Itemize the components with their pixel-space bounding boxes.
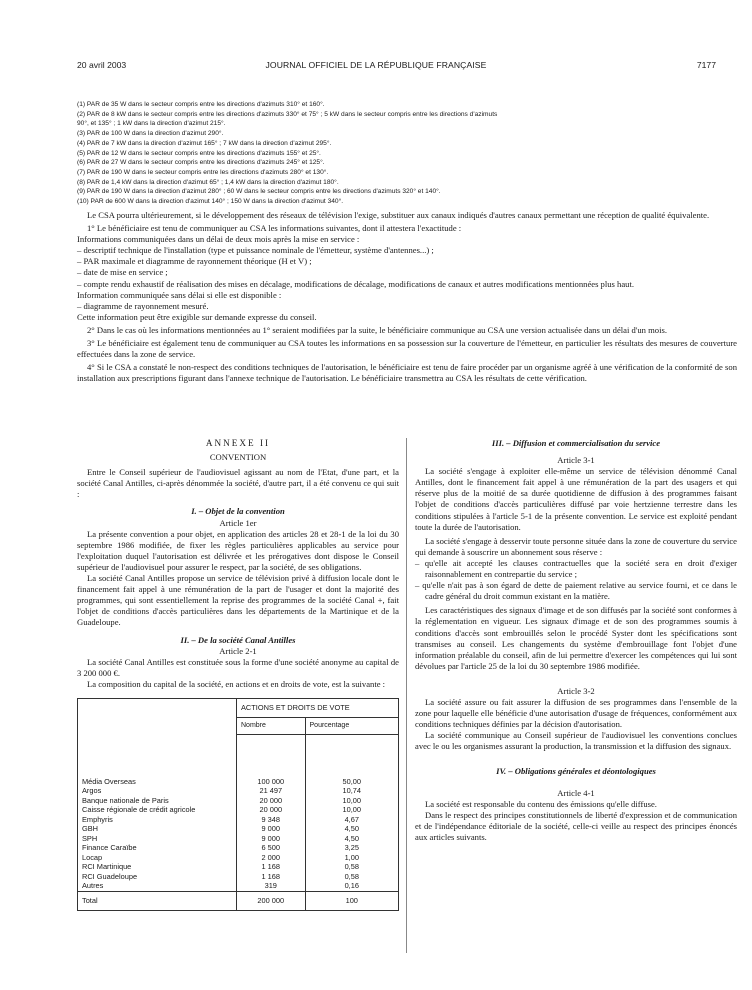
col-pourcentage: Pourcentage bbox=[305, 717, 398, 734]
info-label: Informations communiquées dans un délai de deux mois après la mise en service : bbox=[77, 234, 360, 245]
info2-label: Information communiquée sans délai si elle est disponible : bbox=[77, 289, 282, 300]
article-1-paragraph: La présente convention a pour objet, en application des articles 28 et 28-1 de la loi du 30 septembre 1986 modifiée, de fixer les règles particulières applicables au service pour l'exploitation duquel l'autorisation est délivrée et les prérogatives dont dispose le Conseil supérieur de l'audiovisuel pour assurer le respect, par la société, de ses obligations. bbox=[77, 528, 399, 572]
article-3-1-item: – qu'elle ait accepté les clauses contractuelles que la société sera en droit d'exiger raisonnablement en contrepartie du service ; bbox=[415, 557, 737, 580]
info-item: – descriptif technique de l'installation (type et puissance nominale de l'émetteur, système d'antennes...) ; bbox=[77, 245, 434, 256]
shareholder-nombre: 1 168 bbox=[237, 862, 306, 872]
paragraph-4: 4° Si le CSA a constaté le non-respect des conditions techniques de l'autorisation, le bénéficiaire est tenu de faire procéder par un organisme agréé à une vérification de la conformité de son installation aux prescriptions figurant dans l'annexe technique de l'autorisation. Le bénéficiaire transmettra au CSA les résultats de cette vérification. bbox=[77, 362, 737, 384]
info2-item: – diagramme de rayonnement mesuré. bbox=[77, 300, 209, 311]
shareholder-name: Autres bbox=[78, 881, 237, 891]
note-3: (3) PAR de 100 W dans la direction d'azimut 290°. bbox=[77, 130, 224, 138]
article-3-2-paragraph: La société assure ou fait assurer la diffusion de ses programmes dans l'ensemble de la zone pour laquelle elle bénéficie d'une autorisation d'usage de fréquences, conformément aux conditions techniques définies par la décision d'autorisation. bbox=[415, 696, 737, 730]
shareholder-pct: 50,00 bbox=[305, 777, 398, 787]
article-3-2-title: Article 3-2 bbox=[557, 685, 595, 696]
shareholder-pct: 4,50 bbox=[305, 824, 398, 834]
note-9: (9) PAR de 190 W dans la direction d'azimut 280° ; 60 W dans le secteur compris entre les directions d'azimuts 320° et 140°. bbox=[77, 188, 441, 196]
paragraph-3: 3° Le bénéficiaire est également tenu de communiquer au CSA toutes les informations en sa possession sur la couverture de l'émetteur, en particulier les résultats des mesures de couverture effectuées dans la zone de service. bbox=[77, 338, 737, 360]
table-row bbox=[78, 777, 399, 787]
paragraph-2: 2° Dans le cas où les informations mentionnées au 1° seraient modifiées par la suite, le bénéficiaire communique au CSA une version actualisée dans un délai d'un mois. bbox=[87, 324, 667, 335]
shareholder-nombre: 2 000 bbox=[237, 853, 306, 863]
shareholder-nombre: 9 000 bbox=[237, 834, 306, 844]
note-7: (7) PAR de 190 W dans le secteur compris entre les directions d'azimuts 280° et 130°. bbox=[77, 168, 329, 176]
csa-paragraph: Le CSA pourra ultérieurement, si le développement des réseaux de télévision l'exige, substituer aux canaux indiqués d'autres canaux permettant une réception de qualité équivalente. bbox=[87, 210, 710, 220]
article-1-title: Article 1er bbox=[219, 517, 257, 528]
table-row bbox=[78, 834, 399, 844]
exigible-note: Cette information peut être exigible sur demande expresse du conseil. bbox=[77, 311, 317, 322]
shareholder-nombre: 21 497 bbox=[237, 786, 306, 796]
shareholder-nombre: 20 000 bbox=[237, 805, 306, 815]
annexe-title: ANNEXE II bbox=[205, 438, 271, 448]
shareholder-pct: 10,74 bbox=[305, 786, 398, 796]
shareholder-nombre: 6 500 bbox=[237, 843, 306, 853]
info-item: – PAR maximale et diagramme de rayonnement théorique (H et V) ; bbox=[77, 256, 312, 267]
table-row bbox=[78, 862, 399, 872]
shareholder-pct: 4,50 bbox=[305, 834, 398, 844]
shareholder-name: Locap bbox=[78, 853, 237, 863]
shareholder-name: Banque nationale de Paris bbox=[78, 796, 237, 806]
shareholder-pct: 10,00 bbox=[305, 805, 398, 815]
shareholder-name: Finance Caraïbe bbox=[78, 843, 237, 853]
paragraph-1: 1° Le bénéficiaire est tenu de communiquer au CSA les informations suivantes, dont il attestera l'exactitude : bbox=[87, 223, 462, 234]
note-4: (4) PAR de 7 kW dans la direction d'azimut 165° ; 7 kW dans la direction d'azimut 295°. bbox=[77, 139, 332, 147]
shareholder-nombre: 9 348 bbox=[237, 815, 306, 825]
article-1-paragraph: La société Canal Antilles propose un service de télévision privé à diffusion locale dont le financement fait appel à une rémunération de la part de l'usager et dont la majorité des programmes, qui sont essentiellement la reprise des programmes de la société Canal +, fait l'objet de conditions d'accès particulières dans les départements de la Martinique et de la Guadeloupe. bbox=[77, 573, 399, 628]
note-8: (8) PAR de 1,4 kW dans la direction d'azimut 65° ; 1,4 kW dans la direction d'azimut 180°. bbox=[77, 178, 339, 186]
table-row bbox=[78, 805, 399, 815]
table-row bbox=[78, 843, 399, 853]
shareholder-pct: 10,00 bbox=[305, 796, 398, 806]
shareholder-pct: 1,00 bbox=[305, 853, 398, 863]
convention-title: CONVENTION bbox=[209, 452, 267, 463]
shareholder-nombre: 9 000 bbox=[237, 824, 306, 834]
article-3-2-paragraph: La société communique au Conseil supérieur de l'audiovisuel les conventions conclues avec le ou les organismes assurant la production, la transmission et la diffusion des signaux. bbox=[415, 730, 737, 752]
shareholder-nombre: 319 bbox=[237, 881, 306, 891]
entre-paragraph: Entre le Conseil supérieur de l'audiovisuel agissant au nom de l'Etat, d'une part, et la société Canal Antilles, ci-après dénommée la société, d'autre part, il a été convenu ce qui suit : bbox=[77, 467, 399, 500]
article-2-1-paragraph: La composition du capital de la société, en actions et en droits de vote, est la suivante : bbox=[87, 678, 386, 689]
section-3-title: III. – Diffusion et commercialisation du service bbox=[491, 438, 661, 448]
note-2-cont: 90°, et 135° ; 1 kW dans la direction d'azimut 215°. bbox=[77, 120, 226, 128]
section-4-title: IV. – Obligations générales et déontologiques bbox=[496, 766, 656, 777]
page-date: 20 avril 2003 bbox=[77, 60, 127, 70]
shareholder-pct: 3,25 bbox=[305, 843, 398, 853]
shareholder-name: Caisse régionale de crédit agricole bbox=[78, 805, 237, 815]
column-divider bbox=[406, 438, 407, 953]
technical-notes bbox=[77, 100, 737, 207]
journal-title: JOURNAL OFFICIEL DE LA RÉPUBLIQUE FRANÇAISE bbox=[265, 60, 487, 70]
table-row bbox=[78, 815, 399, 825]
article-3-1-paragraph: La société s'engage à exploiter elle-même un service de télévision dénommé Canal Antilles, dont le financement fait appel à une rémunération de la part des usagers et qui réserve plus de la moitié de sa durée quotidienne de diffusion à des programmes faisant l'objet de conditions d'accès particulières diffusé par voie hertzienne terrestre dans les conditions stipulées à l'article 5-1 de la présente convention. Le service est exploité pendant toute la durée de l'autorisation. bbox=[415, 466, 737, 532]
shareholder-name: RCI Guadeloupe bbox=[78, 872, 237, 882]
total-label: Total bbox=[78, 891, 237, 910]
shareholder-nombre: 20 000 bbox=[237, 796, 306, 806]
article-4-1-title: Article 4-1 bbox=[557, 787, 595, 798]
shareholder-pct: 4,67 bbox=[305, 815, 398, 825]
shareholder-name: RCI Martinique bbox=[78, 862, 237, 872]
table-row bbox=[78, 872, 399, 882]
article-3-1-title: Article 3-1 bbox=[557, 455, 595, 466]
table-row bbox=[78, 853, 399, 863]
shareholder-name: Média Overseas bbox=[78, 777, 237, 787]
capital-table bbox=[77, 698, 399, 911]
table-row bbox=[78, 796, 399, 806]
total-nombre: 200 000 bbox=[237, 891, 306, 910]
shareholder-pct: 0,16 bbox=[305, 881, 398, 891]
table-header: ACTIONS ET DROITS DE VOTE bbox=[237, 698, 399, 717]
note-6: (6) PAR de 27 W dans le secteur compris entre les directions d'azimuts 245° et 125°. bbox=[77, 159, 325, 167]
table-row bbox=[78, 786, 399, 796]
intro-section bbox=[77, 210, 737, 384]
note-10: (10) PAR de 600 W dans la direction d'azimut 140° ; 150 W dans la direction d'azimut 340°. bbox=[77, 198, 344, 206]
article-2-1-paragraph: La société Canal Antilles est constituée sous la forme d'une société anonyme au capital de 3 200 000 €. bbox=[77, 656, 399, 678]
right-column bbox=[415, 438, 737, 843]
left-column bbox=[77, 438, 399, 911]
shareholder-nombre: 100 000 bbox=[237, 777, 306, 787]
article-4-1-paragraph: La société est responsable du contenu des émissions qu'elle diffuse. bbox=[425, 798, 657, 809]
shareholder-pct: 0,58 bbox=[305, 862, 398, 872]
article-4-1-paragraph: Dans le respect des principes constitutionnels de liberté d'expression et de communication et de l'indépendance éditoriale de la société, celle-ci veille au respect des principes énoncés aux articles suivants. bbox=[415, 809, 737, 842]
article-3-1-paragraph: La société s'engage à desservir toute personne située dans la zone de couverture du service qui demande à souscrire un abonnement sous réserve : bbox=[415, 535, 737, 557]
table-total-row bbox=[78, 891, 399, 910]
article-3-1-paragraph: Les caractéristiques des signaux d'image et de son diffusés par la société sont conformes à la réglementation en vigueur. Les signaux d'image et de son des programmes soumis à conditions d'accès sont embrouillés selon le procédé Syster dont les spécifications sont transmises au conseil. Les changements du système d'embrouillage font l'objet d'une information préalable du conseil, afin de lui permettre d'exercer les compétences qui lui sont dévolues par l'article 25 de la loi du 30 septembre 1986 modifiée. bbox=[415, 605, 737, 671]
page-number: 7177 bbox=[696, 60, 716, 70]
shareholder-name: Argos bbox=[78, 786, 237, 796]
shareholder-name: Emphyris bbox=[78, 815, 237, 825]
shareholder-pct: 0,58 bbox=[305, 872, 398, 882]
article-2-1-title: Article 2-1 bbox=[219, 645, 257, 656]
shareholder-nombre: 1 168 bbox=[237, 872, 306, 882]
shareholder-name: GBH bbox=[78, 824, 237, 834]
article-3-1-item: – qu'elle n'ait pas à son égard de dette de paiement relative au service fourni, et ce dans le cadre général du droit commun existant en la matière. bbox=[415, 580, 737, 602]
note-1: (1) PAR de 35 W dans le secteur compris entre les directions d'azimuts 310° et 160°. bbox=[77, 101, 325, 108]
section-2-title: II. – De la société Canal Antilles bbox=[180, 634, 296, 645]
note-2: (2) PAR de 8 kW dans le secteur compris entre les directions d'azimuts 330° et 75° ; 5 kW dans le secteur compris entre les directions d'azimuts bbox=[77, 110, 498, 118]
section-1-title: I. – Objet de la convention bbox=[191, 506, 285, 517]
shareholder-name: SPH bbox=[78, 834, 237, 844]
info-item: – date de mise en service ; bbox=[77, 267, 168, 278]
col-nombre: Nombre bbox=[237, 717, 306, 734]
total-pct: 100 bbox=[305, 891, 398, 910]
note-5: (5) PAR de 12 W dans le secteur compris entre les directions d'azimuts 155° et 25°. bbox=[77, 149, 321, 157]
table-row bbox=[78, 881, 399, 891]
info-item: – compte rendu exhaustif de réalisation des mises en décalage, modifications de décalage, modifications de canaux et autres modifications mentionnées plus haut. bbox=[77, 278, 634, 289]
table-row bbox=[78, 824, 399, 834]
